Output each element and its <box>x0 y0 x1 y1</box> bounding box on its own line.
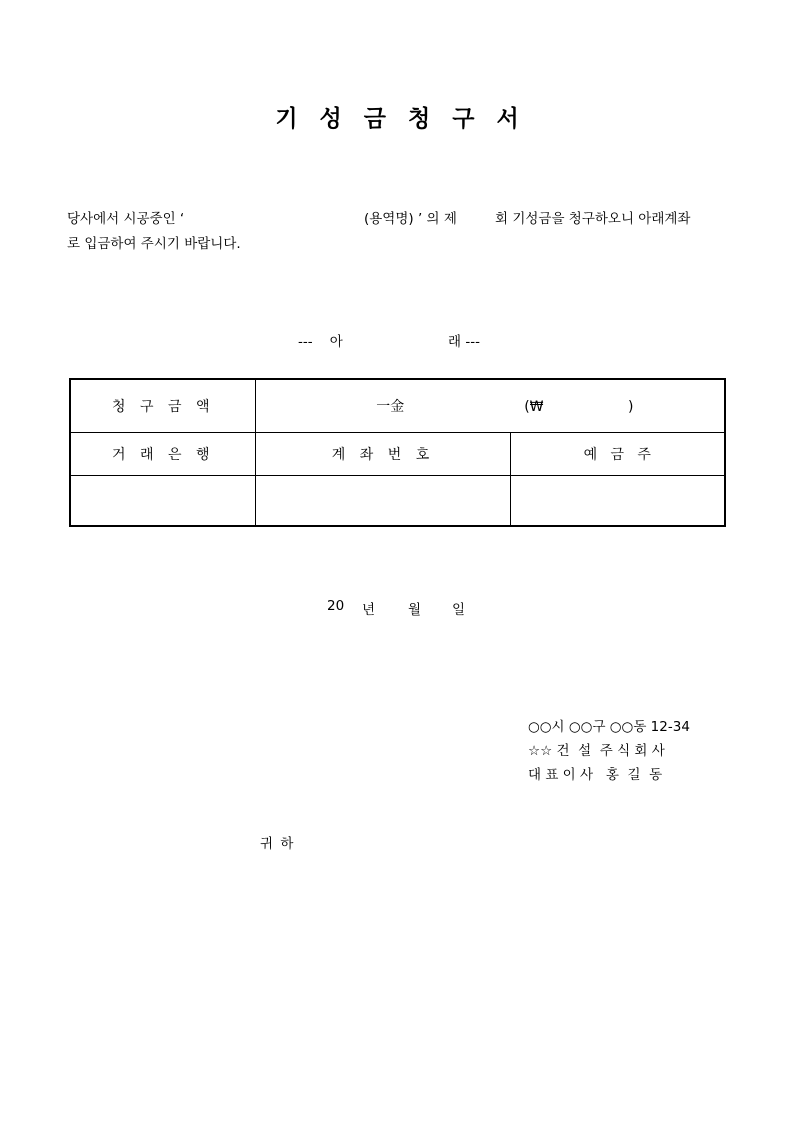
table-value-row <box>70 476 725 527</box>
section-heading-left: --- 아 <box>298 334 343 350</box>
account-holder-label: 예 금 주 <box>510 433 725 476</box>
bank-label: 거 래 은 행 <box>70 433 255 476</box>
account-holder-value <box>510 476 725 527</box>
account-number-value <box>255 476 510 527</box>
claim-table <box>69 378 726 527</box>
paragraph-line1-start: 당사에서 시공중인 ‘ <box>67 211 185 227</box>
section-heading-right: 래 --- <box>448 334 480 350</box>
amount-won: (₩ ) <box>524 399 634 415</box>
issuer-representative: 대 표 이 사 홍 길 동 <box>528 767 663 783</box>
table-header-row <box>70 433 725 476</box>
date-day-label: 일 <box>452 602 466 618</box>
paragraph-line1-end: 회 기성금을 청구하오니 아래계좌 <box>495 211 691 227</box>
issuer-company: ☆☆ 건 설 주 식 회 사 <box>528 743 665 759</box>
recipient-suffix: 귀 하 <box>260 836 294 852</box>
amount-prefix: 一金 <box>376 399 405 415</box>
issuer-address: ○○시 ○○구 ○○동 12-34 <box>528 719 690 735</box>
paragraph-line1-service-name: (용역명) ’ 의 제 <box>364 211 457 227</box>
claim-amount-row <box>70 379 725 433</box>
claim-amount-value-cell <box>255 379 725 433</box>
paragraph-line2: 로 입금하여 주시기 바랍니다. <box>67 236 241 252</box>
date-year-label: 년 <box>362 602 376 618</box>
account-number-label: 계 좌 번 호 <box>255 433 510 476</box>
date-year-prefix: 20 <box>327 598 345 614</box>
bank-value <box>70 476 255 527</box>
claim-amount-label: 청 구 금 액 <box>70 379 255 433</box>
document-title: 기 성 금 청 구 서 <box>275 106 519 132</box>
date-month-label: 월 <box>408 602 422 618</box>
